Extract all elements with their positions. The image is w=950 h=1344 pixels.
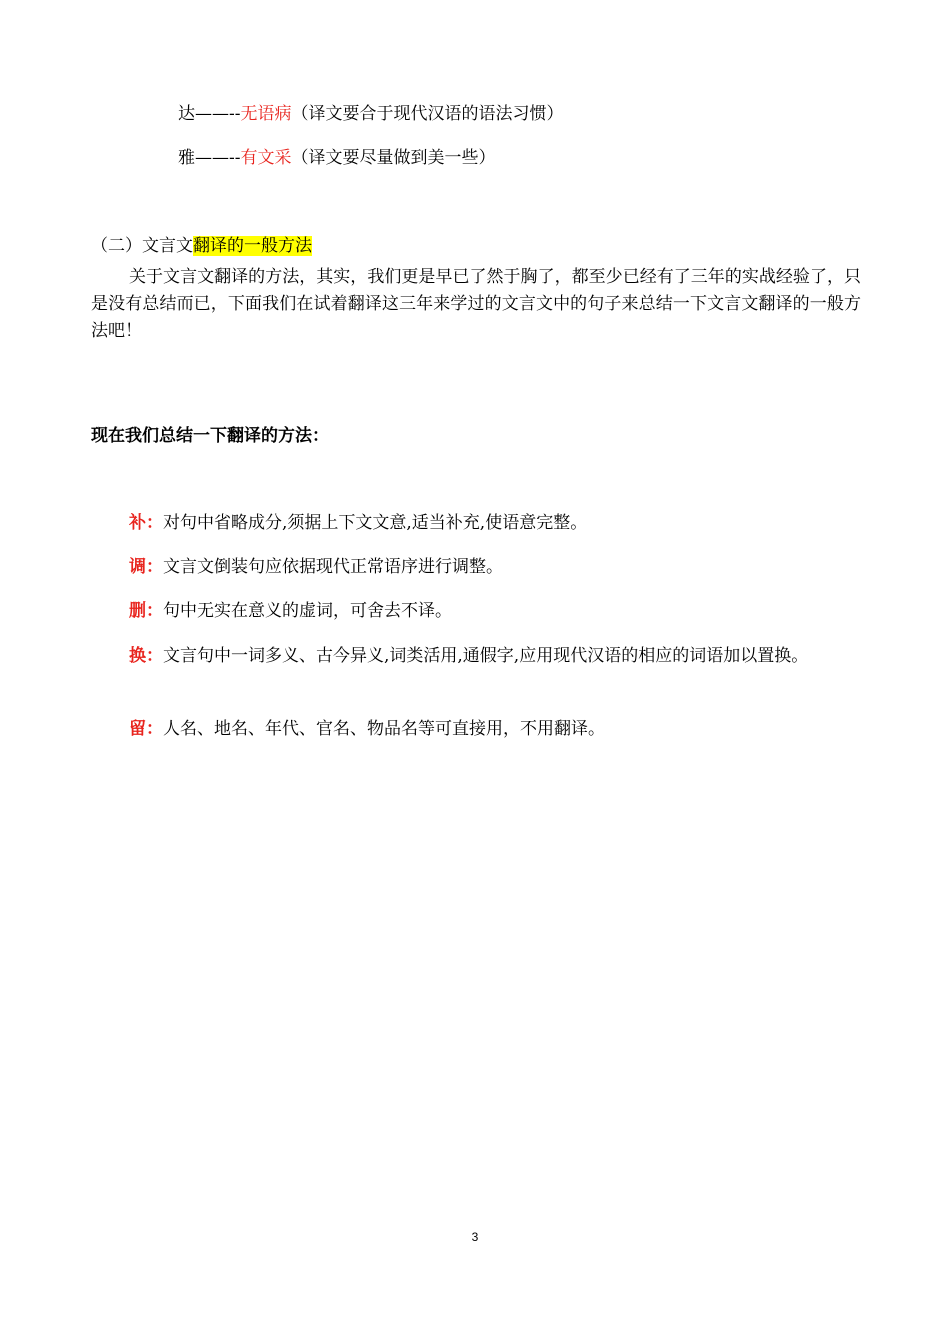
page-number: 3 bbox=[471, 1230, 479, 1244]
section-heading bbox=[91, 236, 312, 256]
method-key: 换 bbox=[129, 646, 146, 666]
principle-key: 无语病 bbox=[240, 104, 292, 124]
method-text: 文言文倒装句应依据现代正常语序进行调整。 bbox=[163, 557, 503, 577]
section-heading-prefix: （二）文言文 bbox=[91, 236, 193, 256]
method-key: 调 bbox=[129, 557, 146, 577]
method-tiao bbox=[91, 554, 861, 581]
method-text: 句中无实在意义的虚词，可舍去不译。 bbox=[163, 601, 452, 621]
section-heading-highlight: 翻译的一般方法 bbox=[193, 236, 312, 256]
method-key: 补 bbox=[129, 513, 146, 533]
method-text: 对句中省略成分,须据上下文文意,适当补充,使语意完整。 bbox=[163, 513, 588, 533]
method-bu bbox=[91, 510, 861, 537]
principle-key: 有文采 bbox=[240, 148, 292, 168]
method-sep: ： bbox=[146, 719, 163, 739]
principle-note: （译文要尽量做到美一些） bbox=[291, 148, 496, 168]
principle-dash: ——-- bbox=[195, 148, 241, 168]
method-liu bbox=[91, 716, 861, 743]
method-text: 文言句中一词多义、古今异义,词类活用,通假字,应用现代汉语的相应的词语加以置换。 bbox=[163, 646, 809, 666]
principle-dash: ——-- bbox=[195, 104, 241, 124]
method-text: 人名、地名、年代、官名、物品名等可直接用，不用翻译。 bbox=[163, 719, 605, 739]
principle-da bbox=[178, 104, 564, 124]
method-key: 删 bbox=[129, 601, 146, 621]
method-huan bbox=[91, 643, 861, 670]
intro-paragraph: 关于文言文翻译的方法，其实，我们更是早已了然于胸了，都至少已经有了三年的实战经验了，只是没有总结而已，下面我们在试着翻译这三年来学过的文言文中的句子来总结一下文言文翻译的一般方法吧！ bbox=[91, 267, 861, 341]
principle-char: 达 bbox=[178, 104, 195, 124]
method-sep: ： bbox=[146, 513, 163, 533]
method-shan bbox=[91, 598, 861, 625]
principle-ya bbox=[178, 148, 496, 168]
method-key: 留 bbox=[129, 719, 146, 739]
method-sep: ： bbox=[146, 601, 163, 621]
method-sep: ： bbox=[146, 557, 163, 577]
principle-note: （译文要合于现代汉语的语法习惯） bbox=[291, 104, 564, 124]
principle-char: 雅 bbox=[178, 148, 195, 168]
summary-heading: 现在我们总结一下翻译的方法： bbox=[91, 426, 329, 446]
method-sep: ： bbox=[146, 646, 163, 666]
